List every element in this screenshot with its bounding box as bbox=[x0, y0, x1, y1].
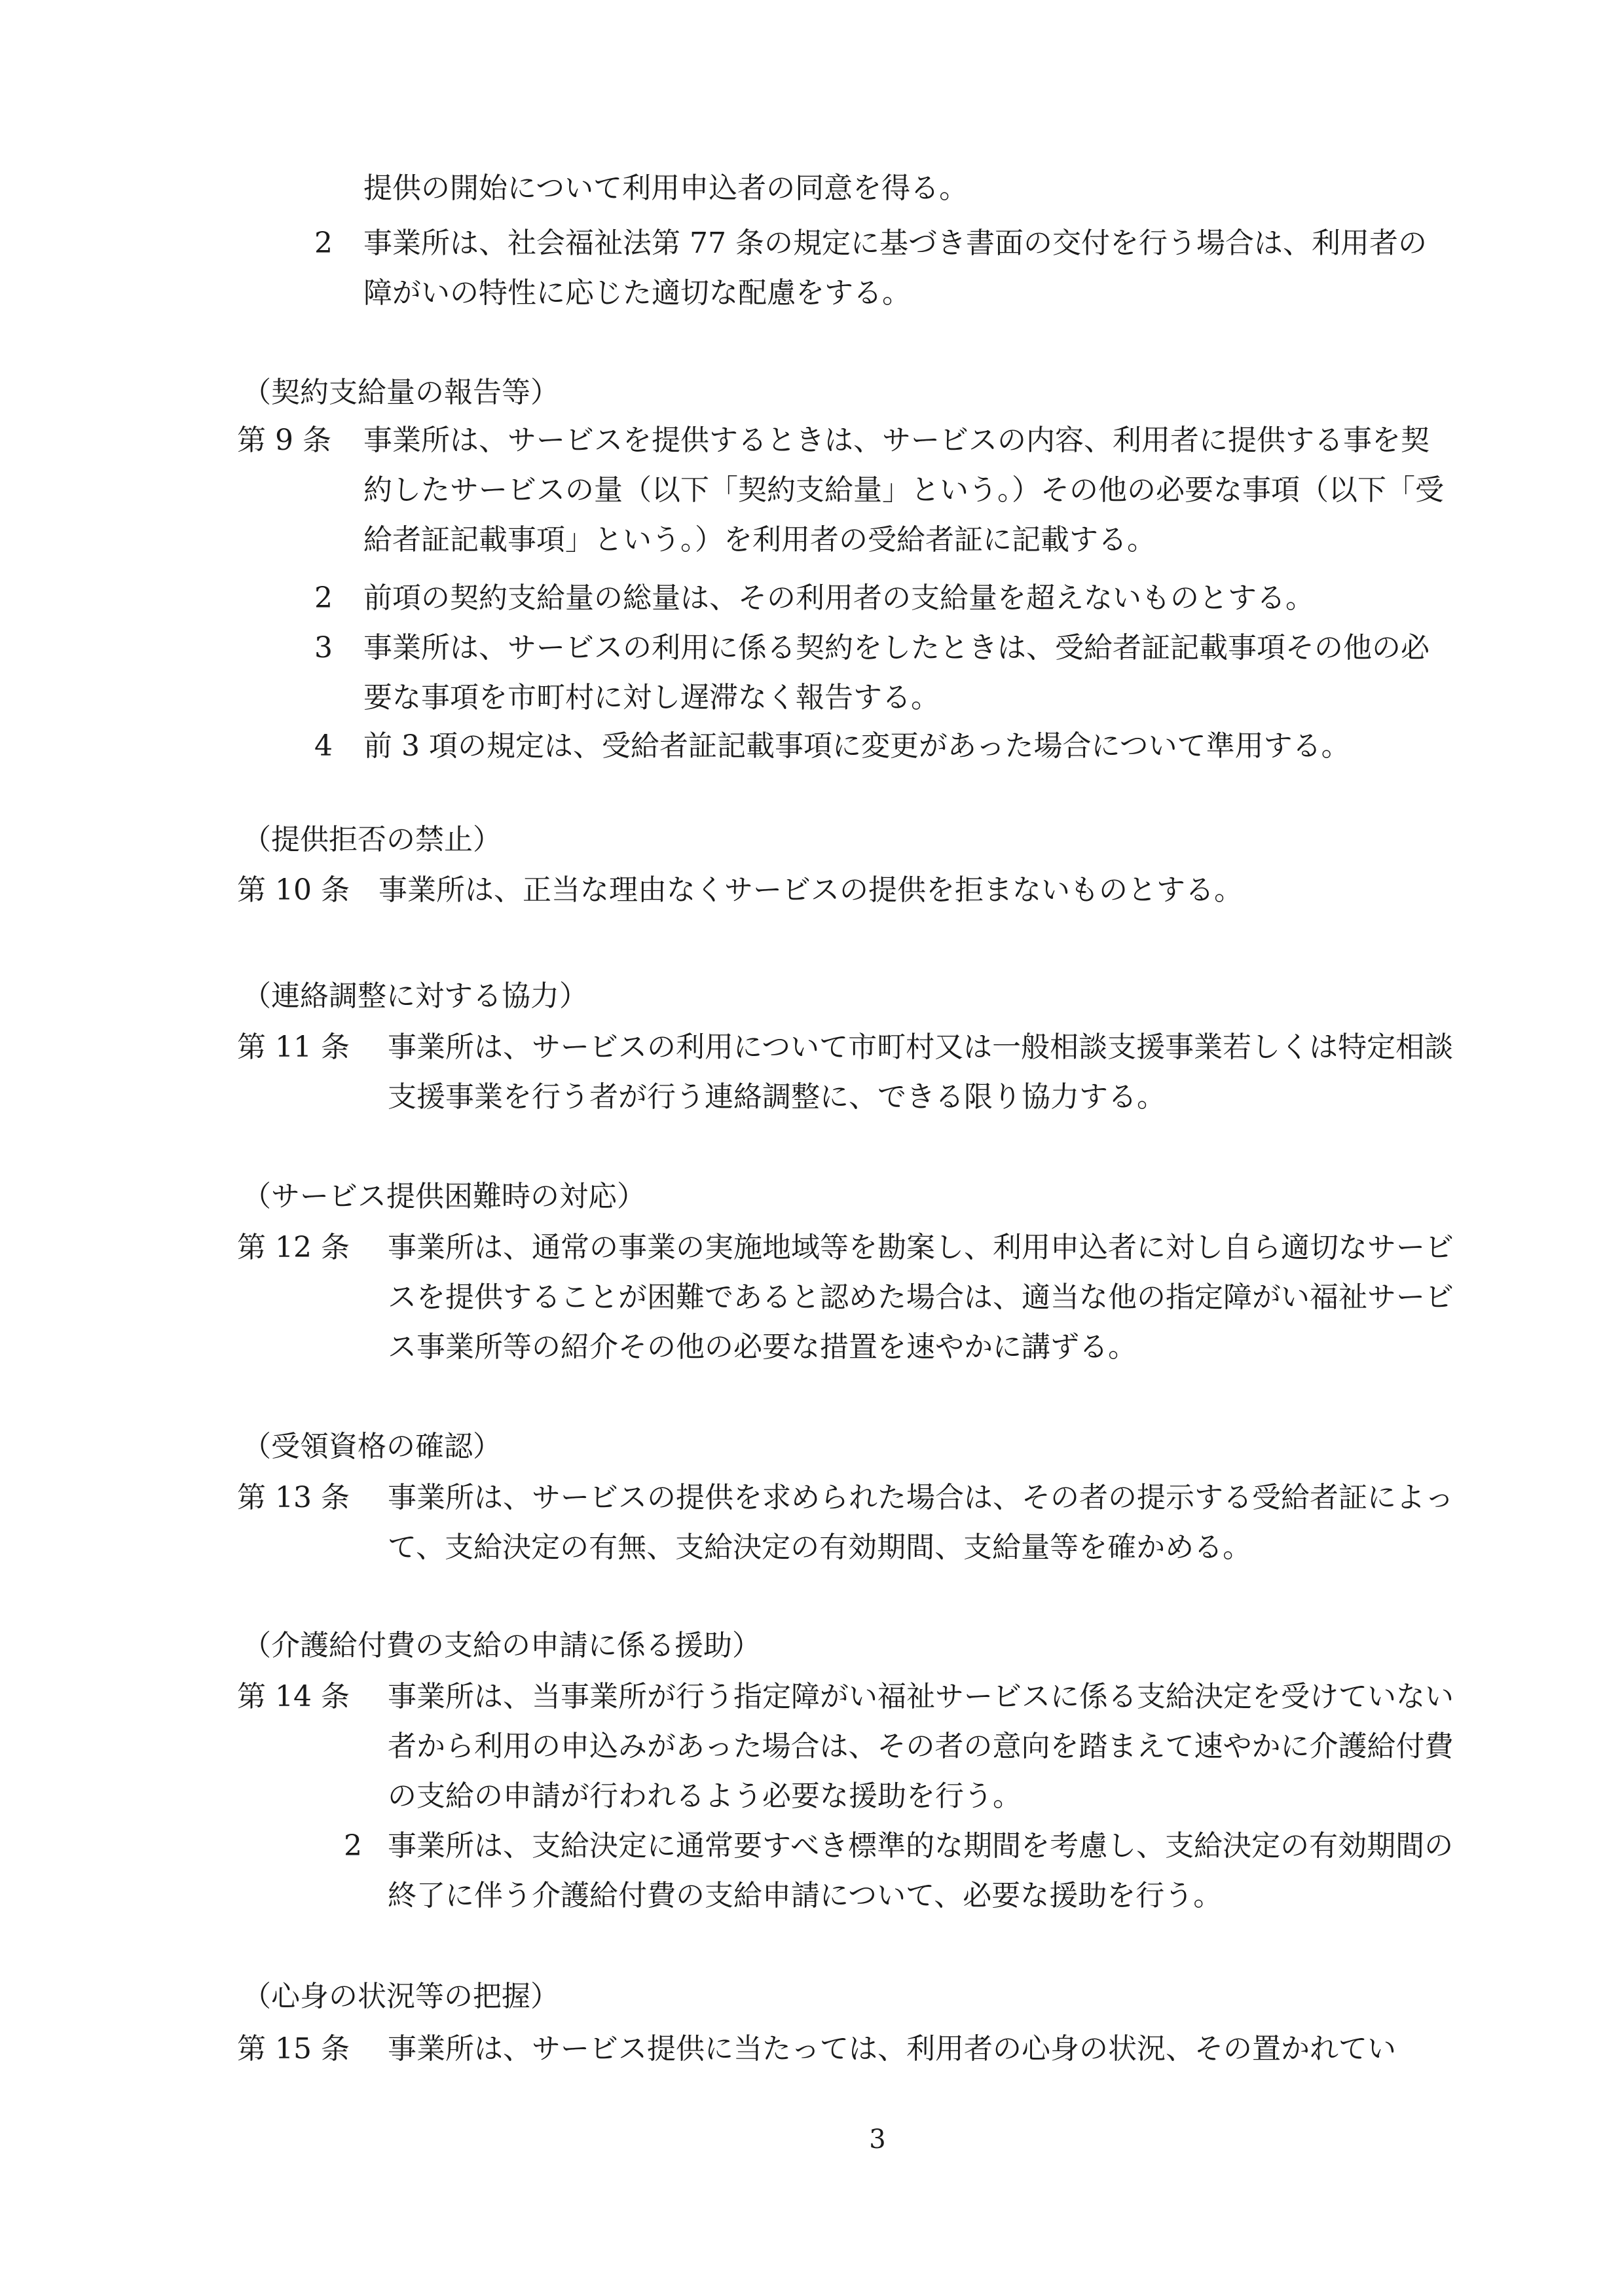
article-15-text: 事業所は、サービス提供に当たっては、利用者の心身の状況、その置かれてい bbox=[388, 2032, 1396, 2066]
article-15-label: 第 15 条 bbox=[237, 2032, 350, 2066]
item-text: 事業所は、社会福祉法第 77 条の規定に基づき書面の交付を行う場合は、利用者の障がいの特性に応じた適切な配慮をする。 bbox=[363, 227, 1427, 310]
continuation-line: 提供の開始について利用申込者の同意を得る。 bbox=[363, 172, 969, 205]
article-12-text: 事業所は、通常の事業の実施地域等を勘案し、利用申込者に対し自ら適切なサービスを提供することが困難であると認めた場合は、適当な他の指定障がい福祉サービス事業所等の紹介その他の必要な措置を速やかに講ずる。 bbox=[388, 1231, 1454, 1364]
article-10-text: 事業所は、正当な理由なくサービスの提供を拒まないものとする。 bbox=[378, 873, 1243, 907]
article-14-label: 第 14 条 bbox=[237, 1680, 350, 1713]
article-9-item-number: 2 bbox=[314, 581, 333, 615]
article-9-heading: （契約支給量の報告等） bbox=[242, 376, 559, 409]
article-9-item-number: 4 bbox=[314, 729, 333, 763]
article-13-label: 第 13 条 bbox=[237, 1481, 350, 1514]
article-9-item-text: 前 3 項の規定は、受給者証記載事項に変更があった場合について準用する。 bbox=[363, 729, 1350, 763]
article-13-text: 事業所は、サービスの提供を求められた場合は、その者の提示する受給者証によって、支給決定の有無、支給決定の有効期間、支給量等を確かめる。 bbox=[388, 1481, 1454, 1564]
article-9-item-text: 前項の契約支給量の総量は、その利用者の支給量を超えないものとする。 bbox=[363, 581, 1314, 615]
article-12-heading: （サービス提供困難時の対応） bbox=[242, 1180, 646, 1213]
article-10-heading: （提供拒否の禁止） bbox=[242, 823, 502, 856]
article-14-text: 事業所は、当事業所が行う指定障がい福祉サービスに係る支給決定を受けていない者から利用の申込みがあった場合は、その者の意向を踏まえて速やかに介護給付費の支給の申請が行われるよう必要な援助を行う。 bbox=[388, 1680, 1454, 1813]
article-9-label: 第 9 条 bbox=[237, 424, 331, 457]
article-15-heading: （心身の状況等の把握） bbox=[242, 1980, 559, 2013]
article-12-label: 第 12 条 bbox=[237, 1231, 350, 1264]
article-13-heading: （受領資格の確認） bbox=[242, 1430, 502, 1463]
article-10-label: 第 10 条 bbox=[237, 873, 350, 907]
article-14-heading: （介護給付費の支給の申請に係る援助） bbox=[242, 1629, 761, 1662]
article-11-heading: （連絡調整に対する協力） bbox=[242, 979, 588, 1013]
article-11-label: 第 11 条 bbox=[237, 1030, 350, 1064]
article-14-item-text: 事業所は、支給決定に通常要すべき標準的な期間を考慮し、支給決定の有効期間の終了に伴う介護給付費の支給申請について、必要な援助を行う。 bbox=[388, 1829, 1454, 1912]
item-number: 2 bbox=[314, 227, 333, 260]
article-9-item-number: 3 bbox=[314, 631, 333, 665]
article-9-item-text: 事業所は、サービスの利用に係る契約をしたときは、受給者証記載事項その他の必要な事項を市町村に対し遅滞なく報告する。 bbox=[363, 631, 1430, 714]
article-9-text: 事業所は、サービスを提供するときは、サービスの内容、利用者に提供する事を契約したサービスの量（以下「契約支給量」という。）その他の必要な事項（以下「受給者証記載事項」という。）を利用者の受給者証に記載する。 bbox=[363, 424, 1444, 556]
article-11-text: 事業所は、サービスの利用について市町村又は一般相談支援事業若しくは特定相談支援事業を行う者が行う連絡調整に、できる限り協力する。 bbox=[388, 1030, 1454, 1114]
page-number: 3 bbox=[869, 2124, 886, 2155]
article-14-item-number: 2 bbox=[344, 1829, 362, 1863]
